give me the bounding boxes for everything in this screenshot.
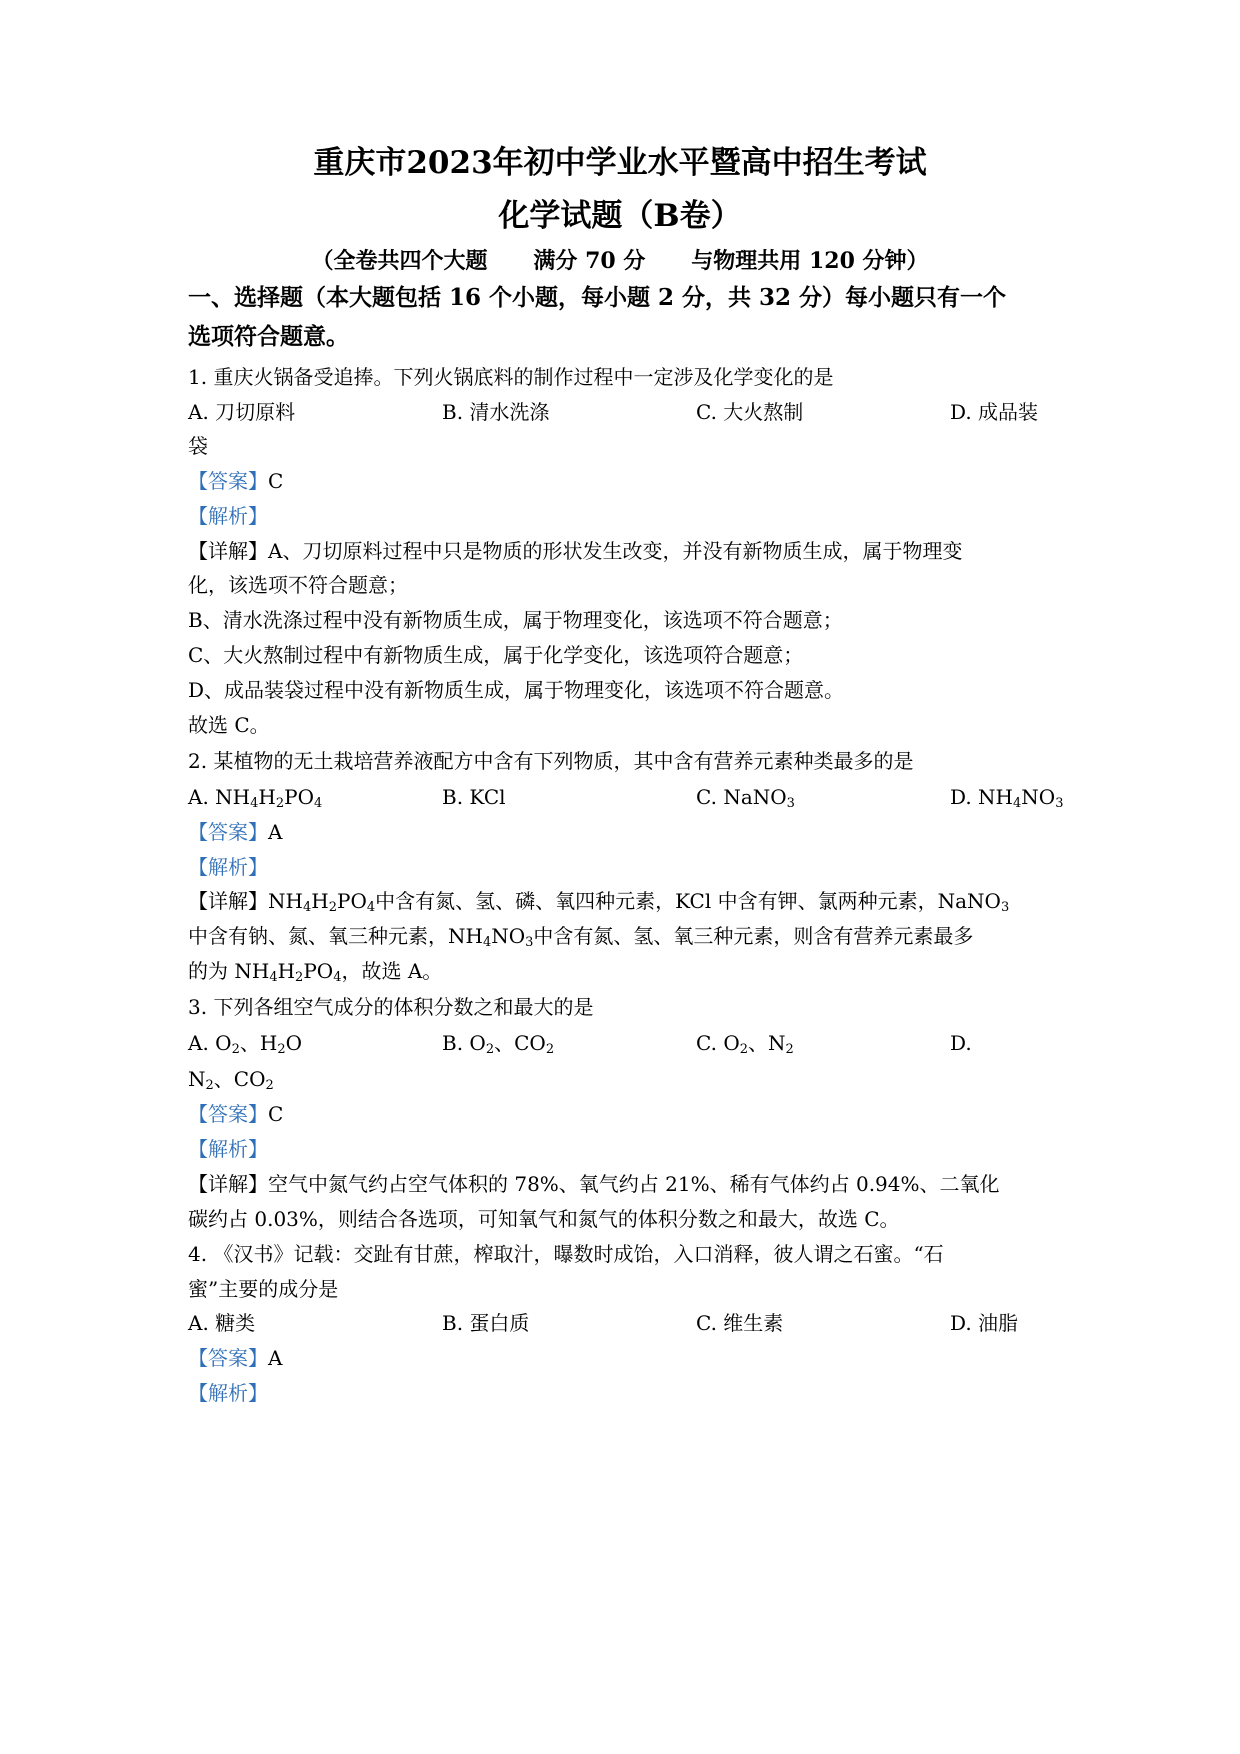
q4-answer-value: A bbox=[268, 1346, 283, 1370]
q2-analysis-tag: 【解析】 bbox=[188, 855, 268, 879]
q4-option-d: D. 油脂 bbox=[950, 1311, 1019, 1335]
q2-option-a: A. $NH_4H_2PO_4$ bbox=[188, 785, 323, 811]
q3-option-d-wrap: $N_2$、$CO_2$ bbox=[188, 1067, 274, 1093]
q2-detail-line: 中含有钠、氮、氧三种元素，$NH_4NO_3$中含有氮、氢、氧三种元素，则含有营养元素最多 bbox=[188, 924, 974, 950]
q1-detail-line: 化，该选项不符合题意； bbox=[188, 573, 408, 597]
q1-answer-value: C bbox=[268, 469, 284, 493]
q4-option-b: B. 蛋白质 bbox=[442, 1311, 530, 1335]
q2-stem: 2. 某植物的无土栽培营养液配方中含有下列物质，其中含有营养元素种类最多的是 bbox=[188, 749, 914, 773]
q1-detail-line: B、清水洗涤过程中没有新物质生成，属于物理变化，该选项不符合题意； bbox=[188, 608, 843, 632]
q1-detail-line: C、大火熬制过程中有新物质生成，属于化学变化，该选项符合题意； bbox=[188, 643, 804, 667]
q1-detail-text: A、刀切原料过程中只是物质的形状发生改变，并没有新物质生成，属于物理变 bbox=[268, 539, 963, 563]
q1-stem: 1. 重庆火锅备受追捧。下列火锅底料的制作过程中一定涉及化学变化的是 bbox=[188, 365, 834, 389]
q1-option-d: D. 成品装 bbox=[950, 400, 1039, 424]
detail-tag: 【详解】 bbox=[188, 539, 268, 563]
q1-option-a: A. 刀切原料 bbox=[188, 400, 296, 424]
q4-option-a: A. 糖类 bbox=[188, 1311, 256, 1335]
exam-info: （全卷共四个大题 满分 70 分 与物理共用 120 分钟） bbox=[311, 248, 929, 274]
q3-stem: 3. 下列各组空气成分的体积分数之和最大的是 bbox=[188, 995, 594, 1019]
q2-answer-value: A bbox=[268, 820, 283, 844]
answer-tag: 【答案】 bbox=[188, 1102, 268, 1126]
answer-tag: 【答案】 bbox=[188, 1346, 268, 1370]
q2-option-d: D. $NH_4NO_3$ bbox=[950, 785, 1064, 811]
q3-option-b: B. $O_2$、$CO_2$ bbox=[442, 1031, 555, 1057]
q3-option-a: A. $O_2$、$H_2O$ bbox=[188, 1031, 302, 1057]
q4-answer bbox=[188, 1345, 282, 1371]
q1-answer bbox=[188, 468, 283, 494]
answer-tag: 【答案】 bbox=[188, 469, 268, 493]
q2-detail-line: 【详解】$NH_4H_2PO_4$中含有氮、氢、磷、氧四种元素，KCl 中含有钾、氯两种元素，NaNO$_3$ bbox=[188, 889, 1010, 915]
q1-option-b: B. 清水洗涤 bbox=[442, 400, 550, 424]
q1-option-c: C. 大火熬制 bbox=[696, 400, 804, 424]
q1-option-d-wrap: 袋 bbox=[188, 434, 208, 458]
q1-detail-line bbox=[188, 538, 962, 564]
exam-subject-title: 化学试题（B卷） bbox=[498, 198, 742, 234]
detail-tag: 【详解】 bbox=[188, 1172, 268, 1196]
q2-detail-line: 的为 $NH_4H_2PO_4$，故选 A。 bbox=[188, 959, 443, 985]
q4-analysis-tag: 【解析】 bbox=[188, 1381, 268, 1405]
detail-tag: 【详解】 bbox=[188, 889, 268, 913]
q2-option-c: C. NaNO$_3$ bbox=[696, 785, 795, 811]
q3-answer bbox=[188, 1101, 283, 1127]
section-heading-cont: 选项符合题意。 bbox=[188, 323, 349, 350]
q1-detail-line: 故选 C。 bbox=[188, 713, 270, 737]
q3-detail-line bbox=[188, 1171, 1000, 1197]
q4-stem-cont: 蜜”主要的成分是 bbox=[188, 1277, 339, 1301]
exam-title: 重庆市2023年初中学业水平暨高中招生考试 bbox=[313, 145, 927, 181]
q3-detail-text: 空气中氮气约占空气体积的 78%、氧气约占 21%、稀有气体约占 0.94%、二氧化 bbox=[268, 1172, 1000, 1196]
answer-tag: 【答案】 bbox=[188, 820, 268, 844]
section-heading: 一、选择题（本大题包括 16 个小题，每小题 2 分，共 32 分）每小题只有一个 bbox=[188, 284, 1007, 311]
q3-answer-value: C bbox=[268, 1102, 284, 1126]
q4-stem: 4. 《汉书》记载：交趾有甘蔗，榨取汁，曝数时成饴，入口消释，彼人谓之石蜜。“石 bbox=[188, 1242, 944, 1266]
q3-detail-line: 碳约占 0.03%，则结合各选项，可知氧气和氮气的体积分数之和最大，故选 C。 bbox=[188, 1207, 900, 1231]
q3-option-d: D. bbox=[950, 1031, 972, 1055]
q3-option-c: C. $O_2$、$N_2$ bbox=[696, 1031, 794, 1057]
q2-answer bbox=[188, 819, 282, 845]
q2-option-b: B. KCl bbox=[442, 785, 506, 809]
q4-option-c: C. 维生素 bbox=[696, 1311, 784, 1335]
q1-detail-line: D、成品装袋过程中没有新物质生成，属于物理变化，该选项不符合题意。 bbox=[188, 678, 845, 702]
q1-analysis-tag: 【解析】 bbox=[188, 504, 268, 528]
q3-analysis-tag: 【解析】 bbox=[188, 1137, 268, 1161]
